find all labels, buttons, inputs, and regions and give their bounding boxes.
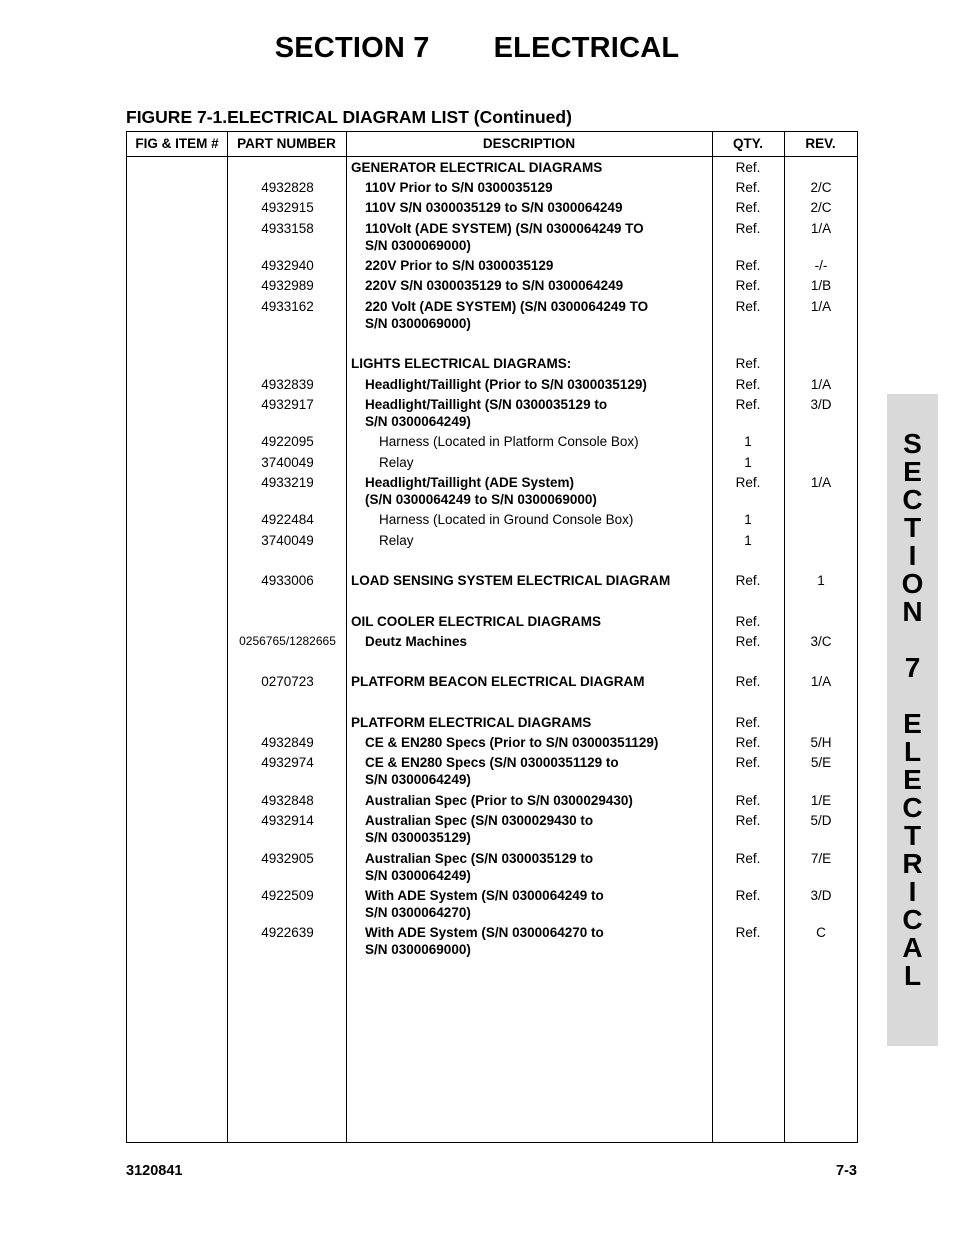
quantity: Ref. (735, 299, 761, 314)
description-line: Australian Spec (S/N 0300035129 to (365, 851, 594, 866)
part-number: 3740049 (261, 455, 314, 470)
section-side-tab (887, 394, 938, 1046)
quantity: Ref. (735, 160, 761, 175)
description (351, 511, 711, 528)
part-number: 4932974 (261, 755, 314, 770)
tab-letter: N (902, 596, 923, 627)
description-line: With ADE System (S/N 0300064270 to (365, 925, 604, 940)
part-number: 4932848 (261, 793, 314, 808)
description (351, 376, 711, 393)
header-part-number: PART NUMBER (237, 136, 336, 151)
diagram-list-table (126, 131, 858, 1143)
description-line: 220 Volt (ADE SYSTEM) (S/N 0300064249 TO (365, 299, 649, 314)
description (351, 924, 711, 958)
quantity: Ref. (735, 278, 761, 293)
description-line: PLATFORM ELECTRICAL DIAGRAMS (351, 715, 592, 730)
quantity: Ref. (735, 851, 761, 866)
description-line: Harness (Located in Platform Console Box) (379, 434, 639, 449)
header-description: DESCRIPTION (482, 136, 576, 151)
tab-letter: C (902, 484, 923, 515)
tab-letter: L (903, 960, 922, 991)
revision: 5/H (810, 735, 832, 750)
description-line: With ADE System (S/N 0300064249 to (365, 888, 604, 903)
part-number: 4932839 (261, 377, 314, 392)
part-number: 0270723 (261, 674, 314, 689)
description (351, 220, 711, 254)
description (351, 812, 711, 846)
description-line: Relay (379, 455, 414, 470)
revision: 1/E (810, 793, 832, 808)
part-number: 3740049 (261, 533, 314, 548)
description-line: (S/N 0300064249 to S/N 0300069000) (365, 492, 597, 507)
revision: 1/B (810, 278, 832, 293)
part-number: 4922484 (261, 512, 314, 527)
description-line: S/N 0300069000) (365, 316, 471, 331)
quantity: Ref. (735, 397, 761, 412)
tab-letter: A (902, 932, 923, 963)
description (351, 199, 711, 216)
tab-letter: E (903, 764, 922, 795)
header-qty: QTY. (732, 136, 763, 151)
quantity: Ref. (735, 888, 761, 903)
tab-letter: C (902, 792, 923, 823)
tab-letter: I (908, 540, 917, 571)
section-name: ELECTRICAL (493, 32, 680, 64)
revision: 1/A (810, 221, 832, 236)
quantity: Ref. (735, 793, 761, 808)
part-number: 4933162 (261, 299, 314, 314)
description (351, 792, 711, 809)
quantity: Ref. (735, 356, 761, 371)
revision: 7/E (810, 851, 832, 866)
quantity: 1 (744, 512, 752, 527)
revision: -/- (814, 258, 828, 273)
revision: 1/A (810, 674, 832, 689)
tab-letter: C (902, 904, 923, 935)
tab-letter: I (908, 876, 917, 907)
description-line: Australian Spec (Prior to S/N 0300029430) (365, 793, 633, 808)
description-line: S/N 0300069000) (365, 238, 471, 253)
quantity: Ref. (735, 715, 761, 730)
quantity: Ref. (735, 377, 761, 392)
description (351, 572, 711, 589)
revision: 2/C (810, 200, 832, 215)
table-header (127, 132, 857, 157)
header-rev: REV. (805, 136, 836, 151)
description-line: S/N 0300064249) (365, 414, 471, 429)
description-line: S/N 0300064249) (365, 868, 471, 883)
description-line: PLATFORM BEACON ELECTRICAL DIAGRAM (351, 674, 645, 689)
quantity: Ref. (735, 200, 761, 215)
part-number: 4922639 (261, 925, 314, 940)
part-number: 0256765/1282665 (239, 634, 336, 648)
quantity: Ref. (735, 221, 761, 236)
description-line: S/N 0300064249) (365, 772, 471, 787)
description-line: Headlight/Taillight (ADE System) (365, 475, 575, 490)
description-line: Relay (379, 533, 414, 548)
description (351, 613, 711, 630)
part-number: 4933219 (261, 475, 314, 490)
quantity: Ref. (735, 180, 761, 195)
quantity: Ref. (735, 614, 761, 629)
figure-title: FIGURE 7-1.ELECTRICAL DIAGRAM LIST (Continued) (126, 107, 572, 127)
quantity: Ref. (735, 258, 761, 273)
description (351, 673, 711, 690)
description-line: 220V S/N 0300035129 to S/N 0300064249 (365, 278, 624, 293)
description-line: OIL COOLER ELECTRICAL DIAGRAMS (351, 614, 602, 629)
quantity: 1 (744, 533, 752, 548)
description-line: 110Volt (ADE SYSTEM) (S/N 0300064249 TO (365, 221, 644, 236)
description-line: 220V Prior to S/N 0300035129 (365, 258, 554, 273)
quantity: Ref. (735, 925, 761, 940)
description-line: CE & EN280 Specs (Prior to S/N 03000351129) (365, 735, 659, 750)
description (351, 850, 711, 884)
quantity: Ref. (735, 813, 761, 828)
description-line: Deutz Machines (365, 634, 468, 649)
description-line: Harness (Located in Ground Console Box) (379, 512, 634, 527)
revision: 1/A (810, 299, 832, 314)
document-number: 3120841 (126, 1163, 183, 1179)
revision: 3/D (810, 397, 832, 412)
description (351, 277, 711, 294)
part-number: 4933006 (261, 573, 314, 588)
description-line: LIGHTS ELECTRICAL DIAGRAMS: (351, 356, 572, 371)
description (351, 754, 711, 788)
page-number: 7-3 (836, 1163, 857, 1179)
part-number: 4932917 (261, 397, 314, 412)
revision: C (816, 925, 826, 940)
description (351, 433, 711, 450)
tab-letter: E (903, 456, 922, 487)
description-line: S/N 0300069000) (365, 942, 471, 957)
revision: 3/D (810, 888, 832, 903)
quantity: Ref. (735, 735, 761, 750)
revision: 5/E (810, 755, 832, 770)
header-fig-item: FIG & ITEM # (135, 136, 219, 151)
description-line: LOAD SENSING SYSTEM ELECTRICAL DIAGRAM (351, 573, 671, 588)
tab-letter: E (903, 708, 922, 739)
description (351, 298, 711, 332)
description (351, 454, 711, 471)
description (351, 179, 711, 196)
section-title (0, 32, 954, 65)
description-line: Headlight/Taillight (Prior to S/N 0300035129) (365, 377, 647, 392)
part-number: 4922509 (261, 888, 314, 903)
description-line: S/N 0300064270) (365, 905, 471, 920)
part-number: 4932989 (261, 278, 314, 293)
revision: 2/C (810, 180, 832, 195)
quantity: Ref. (735, 634, 761, 649)
description-line: 110V Prior to S/N 0300035129 (365, 180, 553, 195)
tab-letter: R (902, 848, 923, 879)
part-number: 4932905 (261, 851, 314, 866)
quantity: 1 (744, 455, 752, 470)
description (351, 734, 711, 751)
tab-letter: O (901, 568, 924, 599)
quantity: Ref. (735, 755, 761, 770)
revision: 1/A (810, 377, 832, 392)
revision: 3/C (810, 634, 832, 649)
part-number: 4922095 (261, 434, 314, 449)
description (351, 396, 711, 430)
tab-letter: S (903, 428, 922, 459)
quantity: Ref. (735, 573, 761, 588)
revision: 5/D (810, 813, 832, 828)
revision: 1 (817, 573, 825, 588)
part-number: 4932828 (261, 180, 314, 195)
part-number: 4932849 (261, 735, 314, 750)
part-number: 4932914 (261, 813, 314, 828)
tab-letter: L (903, 736, 922, 767)
description (351, 633, 711, 650)
section-number: SECTION 7 (274, 32, 430, 64)
part-number: 4932915 (261, 200, 314, 215)
description (351, 257, 711, 274)
description-line: GENERATOR ELECTRICAL DIAGRAMS (351, 160, 603, 175)
tab-letter: T (903, 820, 922, 851)
tab-letter: 7 (904, 652, 921, 683)
part-number: 4933158 (261, 221, 314, 236)
description (351, 355, 711, 372)
description (351, 532, 711, 549)
part-number: 4932940 (261, 258, 314, 273)
description (351, 474, 711, 508)
tab-letter: T (903, 512, 922, 543)
description-line: S/N 0300035129) (365, 830, 471, 845)
description-line: CE & EN280 Specs (S/N 03000351129 to (365, 755, 619, 770)
revision: 1/A (810, 475, 832, 490)
description-line: Headlight/Taillight (S/N 0300035129 to (365, 397, 608, 412)
description (351, 887, 711, 921)
quantity: Ref. (735, 475, 761, 490)
quantity: 1 (744, 434, 752, 449)
description (351, 159, 711, 176)
description (351, 714, 711, 731)
quantity: Ref. (735, 674, 761, 689)
description-line: Australian Spec (S/N 0300029430 to (365, 813, 594, 828)
description-line: 110V S/N 0300035129 to S/N 0300064249 (365, 200, 623, 215)
